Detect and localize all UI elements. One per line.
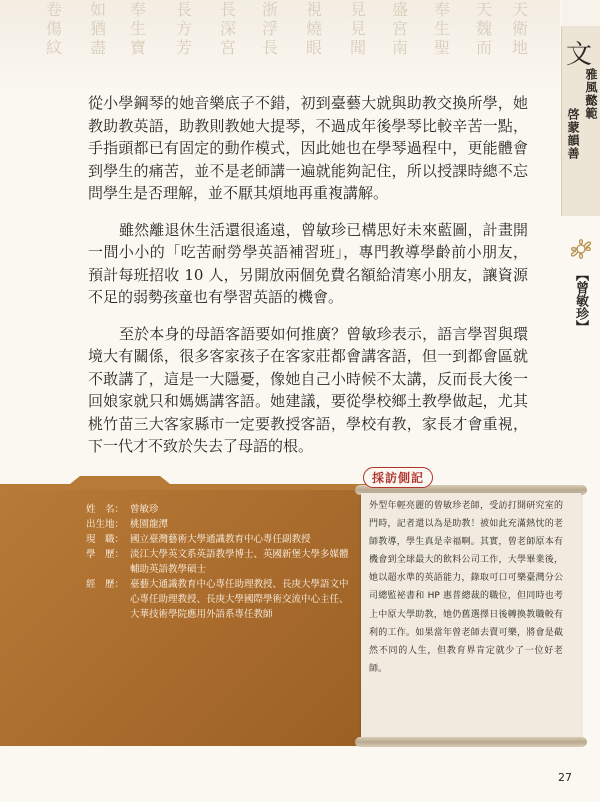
profile-value: 國立臺灣藝術大學通識教育中心專任副教授: [130, 534, 311, 545]
flower-ornament-icon: [564, 232, 598, 266]
profile-row-name: [86, 502, 356, 517]
profile-label: 學 歷：: [86, 549, 125, 560]
article-body: [88, 92, 528, 472]
profile-value: 臺藝大通識教育中心專任助理教授、長庚大學語文中心專任助理教授、長庚大學國際學術交流中心主任、大華技術學院應用外語系專任教師: [130, 579, 349, 620]
profile-row-birthplace: [86, 517, 356, 532]
chapter-title-line-2: 啓蒙韻善: [566, 108, 580, 160]
profile-label: 經 歷：: [86, 579, 125, 590]
profile-section: [0, 471, 600, 746]
chapter-side-tab: [561, 0, 600, 350]
chapter-title-line-1: 雅風懿範: [584, 68, 598, 120]
profile-info: [86, 502, 356, 622]
profile-value: 曾敏珍: [130, 504, 159, 515]
interview-note-title: 採訪側記: [363, 467, 433, 488]
calligraphy-background: 卷傷紋 如猶盡 奉生寶 長方芳 長深宮 浙浮長 視燒眼 見見聞 盛宮南 奉生聖 天魏而 天衛地: [0, 0, 560, 95]
article-paragraph: 從小學鋼琴的她音樂底子不錯，初到臺藝大就與助教交換所學，她教助教英語，助教則教她大提琴，不過成年後學琴比較辛苦一點，手指頭都已有固定的動作模式，因此她也在學琴過程中，更能體會到學生的痛苦，並不是老師講一遍就能夠記住，所以授課時總不忘問學生是否理解，並不厭其煩地再重複講解。: [88, 94, 528, 202]
section-tab-shape: [0, 476, 380, 490]
profile-name-label: 【曾敏珍】: [573, 268, 588, 333]
profile-row-experience: [86, 577, 356, 622]
interview-note-text: 外型年輕亮麗的曾敏珍老師，受訪打開研究室的門時，記者還以為是助教！被如此充滿熱忱的老師教導，學生真是幸福啊。其實，曾老師原本有機會到全球最大的飲料公司工作，大學畢業後，她以超水準的英語能力，錄取可口可樂臺灣分公司總監祕書和 HP 惠普總裁的職位，但同時也考上中原大學助教，她仍舊選擇日後轉換教職較有利的工作。如果當年曾老師去賣可樂，將會是截然不同的人生，但教育界肯定就少了一位好老師。: [369, 501, 563, 674]
page-number: 27: [558, 771, 572, 784]
profile-row-education: [86, 547, 356, 577]
interview-note-scroll: [355, 467, 587, 757]
profile-label: 出生地：: [86, 519, 125, 530]
article-paragraph: 至於本身的母語客語要如何推廣？曾敏珍表示，語言學習與環境大有關係，很多客家孩子在客家莊都會講客語，但一到都會區就不敢講了，這是一大隱憂，像她自己小時候不太講，反而長大後一回娘家就只和媽媽講客語。她建議，要從學校鄉土教學做起，尤其桃竹苗三大客家縣市一定要教授客語，學校有教，家長才會重視，下一代才不致於失去了母語的根。: [88, 324, 528, 455]
profile-label: 現 職：: [86, 534, 125, 545]
profile-value: 桃園龍潭: [130, 519, 169, 530]
profile-label: 姓 名：: [86, 504, 125, 515]
article-paragraph: 雖然離退休生活還很遙遠，曾敏珍已構思好未來藍圖，計畫開一間小小的「吃苦耐勞學英語補習班」，專門教導學齡前小朋友，預計每班招收 10 人，另開放兩個免費名額給清寒小朋友，讓資源不足的弱勢孩童也有學習英語的機會。: [88, 220, 528, 306]
scroll-bottom-rod: [355, 737, 587, 747]
profile-row-position: [86, 532, 356, 547]
profile-value: 淡江大學英文系英語教學博士、英國新堡大學多媒體輔助英語教學碩士: [130, 549, 349, 575]
chapter-character: 文: [566, 40, 593, 70]
